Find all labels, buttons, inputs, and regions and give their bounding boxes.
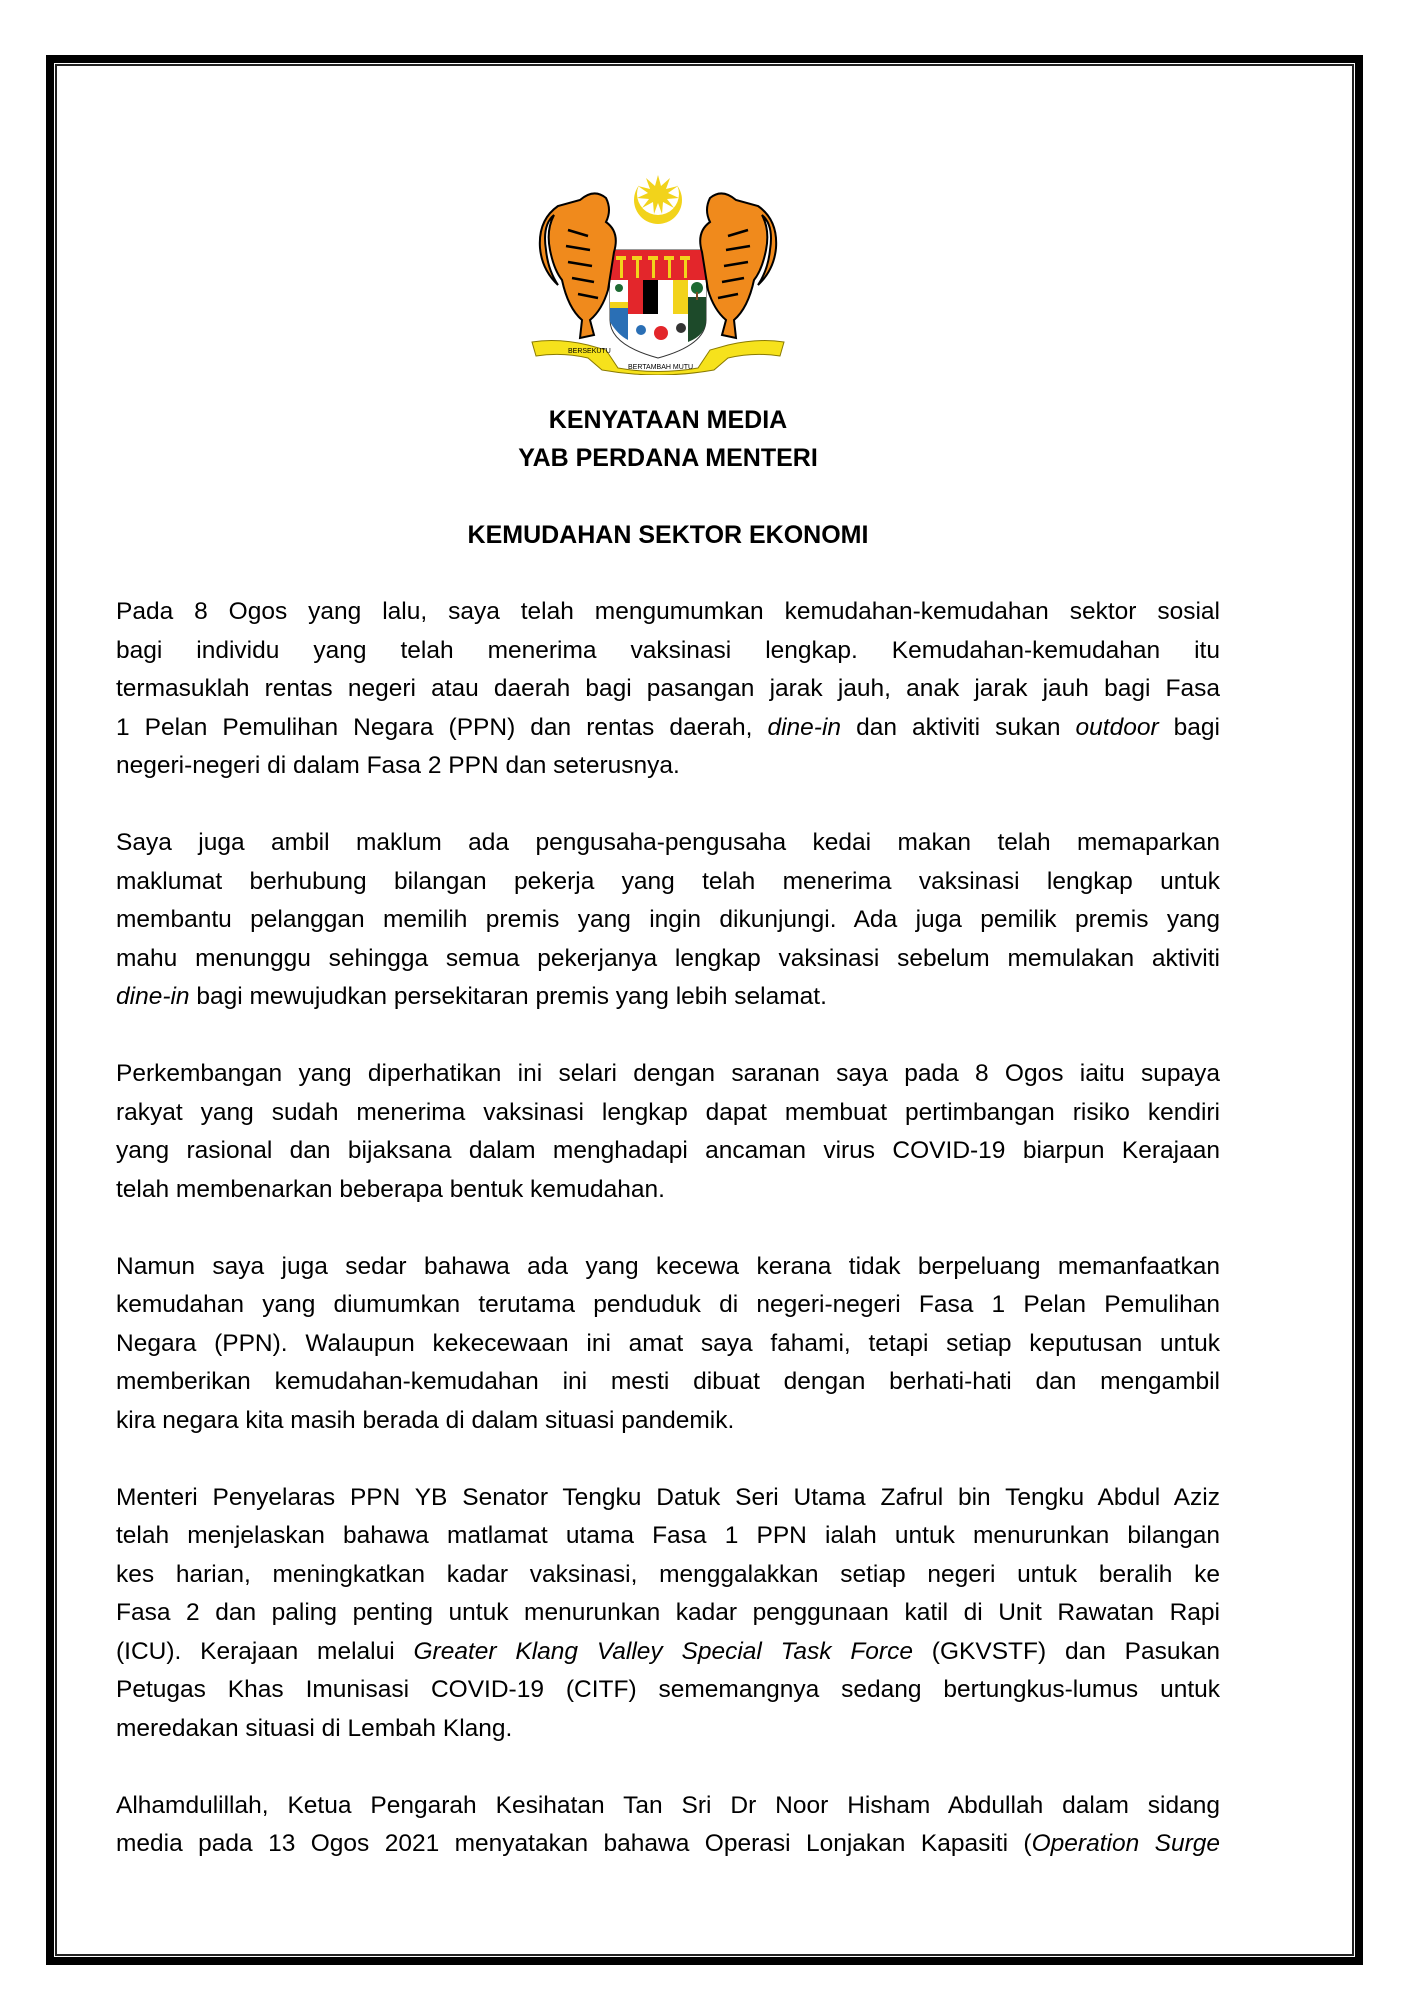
paragraph [116, 1787, 1220, 1864]
tiger-right-icon [700, 193, 776, 338]
text-run: mahu menunggu sehingga semua pekerjanya lengkap vaksinasi sebelum memulakan aktiviti [116, 944, 1220, 972]
text-run: rakyat yang sudah menerima vaksinasi lengkap dapat membuat pertimbangan risiko kendiri [116, 1098, 1220, 1126]
paragraph-line [116, 670, 1220, 709]
text-run: telah menjelaskan bahawa matlamat utama Fasa 1 PPN ialah untuk menurunkan bilangan [116, 1522, 1220, 1549]
paragraph-line [116, 1363, 1220, 1402]
text-run: kes harian, meningkatkan kadar vaksinasi, menggalakkan setiap negeri untuk beralih ke [116, 1560, 1220, 1588]
text-run: Namun saya juga sedar bahawa ada yang kecewa kerana tidak berpeluang memanfaatkan [116, 1252, 1220, 1280]
italic-text: dine-in [767, 713, 842, 741]
coat-of-arms-emblem [528, 170, 788, 375]
italic-text: dine-in [116, 983, 190, 1010]
text-run: termasuklah rentas negeri atau daerah bagi pasangan jarak jauh, anak jarak jauh bagi Fasa [116, 675, 1220, 702]
paragraph-line [116, 1556, 1220, 1595]
text-run: membantu pelanggan memilih premis yang ingin dikunjungi. Ada juga pemilik premis yang [116, 906, 1220, 933]
text-run: bagi individu yang telah menerima vaksinasi lengkap. Kemudahan-kemudahan itu [116, 636, 1220, 664]
paragraph-line [116, 1633, 1220, 1672]
paragraph-line [116, 1479, 1220, 1518]
paragraph-line [116, 1517, 1220, 1556]
paragraph-line [116, 901, 1220, 940]
text-run: meredakan situasi di Lembah Klang. [116, 1714, 513, 1742]
paragraph-line [116, 1594, 1220, 1633]
motto-center-text: BERTAMBAH MUTU [628, 364, 694, 371]
paragraph [116, 1055, 1220, 1209]
paragraph-line [116, 1248, 1220, 1287]
text-run: kira negara kita masih berada di dalam situasi pandemik. [116, 1406, 735, 1434]
text-run: kemudahan yang diumumkan terutama penduduk di negeri-negeri Fasa 1 Pelan Pemulihan [116, 1291, 1220, 1318]
text-run: dan aktiviti sukan [841, 713, 1076, 741]
text-run: Menteri Penyelaras PPN YB Senator Tengku Datuk Seri Utama Zafrul bin Tengku Abdul Aziz [116, 1483, 1220, 1511]
title-line-1: KENYATAAN MEDIA [548, 406, 788, 434]
text-run: Petugas Khas Imunisasi COVID-19 (CITF) sememangnya sedang bertungkus-lumus untuk [116, 1676, 1220, 1703]
paragraph-line [116, 632, 1220, 671]
paragraph-line [116, 940, 1220, 979]
text-run: (GKVSTF) dan Pasukan [912, 1637, 1220, 1665]
text-run: Alhamdulillah, Ketua Pengarah Kesihatan Tan Sri Dr Noor Hisham Abdullah dalam sidang [116, 1791, 1220, 1819]
paragraph-line [116, 863, 1220, 902]
italic-text: outdoor [1075, 713, 1159, 741]
tiger-left-icon [540, 193, 616, 338]
paragraph-line [116, 1402, 1220, 1441]
paragraph [116, 824, 1220, 1017]
document-body [116, 593, 1220, 1902]
paragraph-line [116, 1132, 1220, 1171]
document-subtitle: KEMUDAHAN SEKTOR EKONOMI [467, 521, 869, 549]
paragraph [116, 1479, 1220, 1749]
text-run: 1 Pelan Pemulihan Negara (PPN) dan rentas daerah, [116, 713, 768, 741]
paragraph-line [116, 1787, 1220, 1826]
paragraph-line [116, 1094, 1220, 1133]
paragraph [116, 1248, 1220, 1441]
paragraph-line [116, 1171, 1220, 1210]
text-run: Fasa 2 dan paling penting untuk menurunkan kadar penggunaan katil di Unit Rawatan Rapi [116, 1599, 1220, 1626]
shield-icon [610, 250, 706, 358]
paragraph [116, 593, 1220, 786]
paragraph-line [116, 1825, 1220, 1864]
document-title [116, 401, 1220, 477]
paragraph-line [116, 1325, 1220, 1364]
text-run: maklumat berhubung bilangan pekerja yang telah menerima vaksinasi lengkap untuk [116, 867, 1220, 895]
text-run: Perkembangan yang diperhatikan ini selari dengan saranan saya pada 8 Ogos iaitu supaya [116, 1060, 1220, 1087]
text-run: Pada 8 Ogos yang lalu, saya telah mengumumkan kemudahan-kemudahan sektor sosial [116, 598, 1220, 625]
title-line-2: YAB PERDANA MENTERI [518, 444, 818, 472]
text-run: telah membenarkan beberapa bentuk kemudahan. [116, 1175, 665, 1203]
paragraph-line [116, 1055, 1220, 1094]
text-run: bagi mewujudkan persekitaran premis yang lebih selamat. [189, 983, 827, 1010]
paragraph-line [116, 593, 1220, 632]
paragraph-line [116, 1286, 1220, 1325]
paragraph-line [116, 824, 1220, 863]
text-run: Saya juga ambil maklum ada pengusaha-pengusaha kedai makan telah memaparkan [116, 829, 1220, 856]
italic-text: Operation Surge [1031, 1830, 1221, 1857]
text-run: bagi [1158, 713, 1220, 741]
paragraph-line [116, 747, 1220, 786]
text-run: yang rasional dan bijaksana dalam menghadapi ancaman virus COVID-19 biarpun Kerajaan [116, 1137, 1220, 1164]
italic-text: Greater Klang Valley Special Task Force [413, 1637, 913, 1665]
paragraph-line [116, 1710, 1220, 1749]
paragraph-line [116, 978, 1220, 1017]
motto-left-text: BERSEKUTU [568, 348, 611, 355]
text-run: memberikan kemudahan-kemudahan ini mesti dibuat dengan berhati-hati dan mengambil [116, 1368, 1220, 1395]
text-run: (ICU). Kerajaan melalui [116, 1637, 414, 1665]
text-run: negeri-negeri di dalam Fasa 2 PPN dan seterusnya. [116, 752, 680, 779]
paragraph-line [116, 709, 1220, 748]
text-run: media pada 13 Ogos 2021 menyatakan bahawa Operasi Lonjakan Kapasiti ( [116, 1830, 1032, 1857]
text-run: Negara (PPN). Walaupun kekecewaan ini amat saya fahami, tetapi setiap keputusan untuk [116, 1329, 1220, 1357]
paragraph-line [116, 1671, 1220, 1710]
